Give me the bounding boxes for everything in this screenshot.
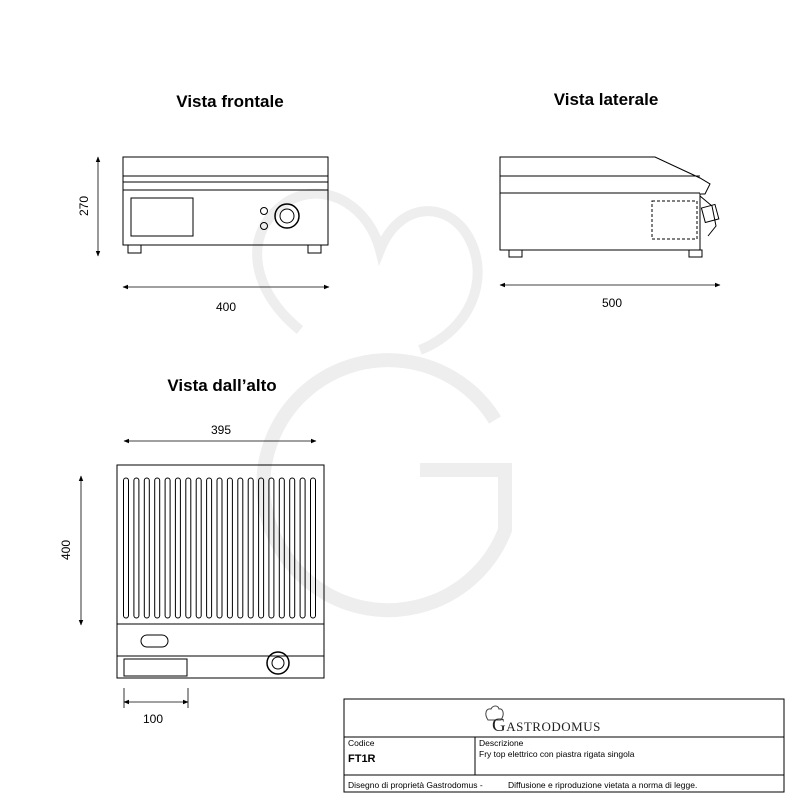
griddle-groove <box>155 478 160 618</box>
griddle-groove <box>196 478 201 618</box>
top-depth-label: 400 <box>59 539 73 561</box>
front-view-title: Vista frontale <box>176 92 284 111</box>
griddle-groove <box>300 478 305 618</box>
side-depth-label: 500 <box>601 296 623 310</box>
griddle-groove <box>134 478 139 618</box>
brand-logo <box>486 706 601 736</box>
griddle-groove <box>238 478 243 618</box>
side-view-appliance <box>500 157 719 257</box>
griddle-groove <box>124 478 129 618</box>
top-width-label: 395 <box>210 423 232 437</box>
descrizione-value: Fry top elettrico con piastra rigata singola <box>479 749 635 759</box>
griddle-groove <box>175 478 180 618</box>
side-view-title: Vista laterale <box>553 90 659 109</box>
descrizione-label: Descrizione <box>479 738 524 748</box>
front-height-label: 270 <box>77 195 91 217</box>
codice-value: FT1R <box>348 753 376 765</box>
griddle-groove <box>311 478 316 618</box>
codice-label: Codice <box>348 738 375 748</box>
front-width-label: 400 <box>215 300 237 314</box>
title-block <box>344 699 784 792</box>
panel-width-label: 100 <box>142 712 164 726</box>
brand-name: GASTRODOMUS <box>492 715 601 736</box>
top-view-title: Vista dall’alto <box>167 376 277 395</box>
griddle-groove <box>207 478 212 618</box>
front-view-appliance <box>123 157 328 253</box>
griddle-groove <box>290 478 295 618</box>
griddle-groove <box>186 478 191 618</box>
griddle-groove <box>227 478 232 618</box>
griddle-groove <box>217 478 222 618</box>
griddle-groove <box>248 478 253 618</box>
panel-width-dimension <box>124 688 188 708</box>
griddle-groove <box>144 478 149 618</box>
griddle-groove <box>165 478 170 618</box>
footer-ownership: Disegno di proprietà Gastrodomus - <box>348 780 483 790</box>
footer-rights: Diffusione e riproduzione vietata a norma di legge. <box>508 780 698 790</box>
